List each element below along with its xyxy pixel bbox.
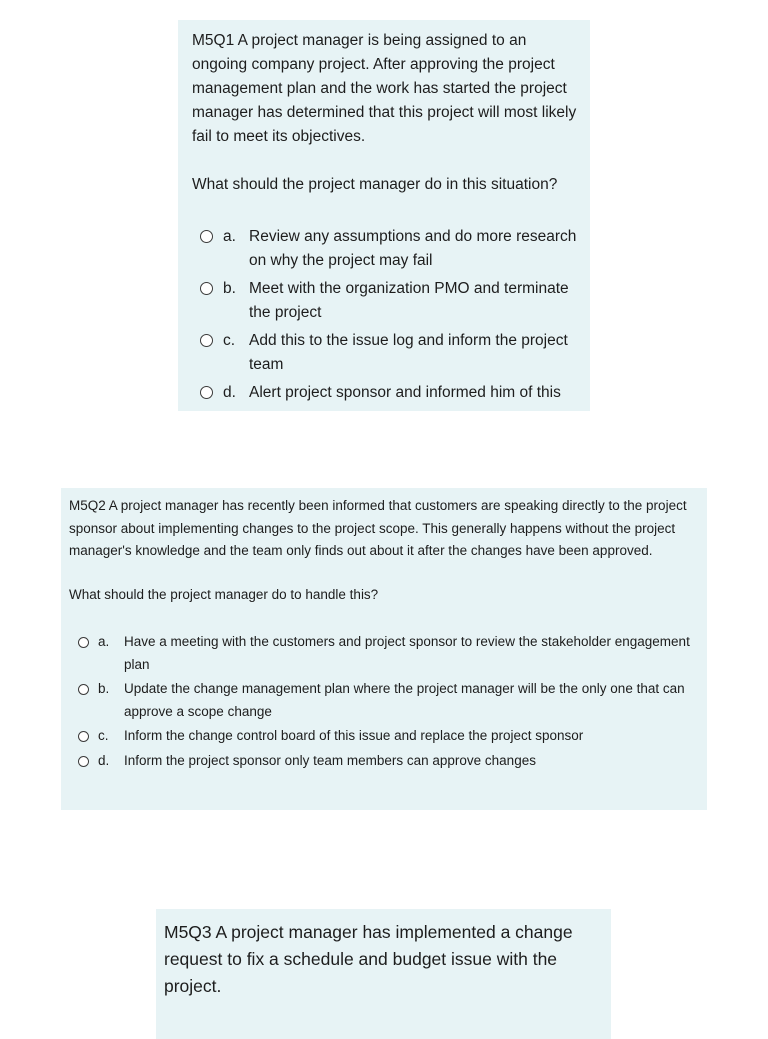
option-text: Alert project sponsor and informed him of this — [249, 384, 561, 401]
question-prompt: What should the project manager do in this situation? — [192, 176, 558, 193]
radio-button-b[interactable] — [200, 282, 213, 295]
question-prompt: What should the project manager do to handle this? — [69, 586, 379, 602]
radio-button-a[interactable] — [78, 637, 89, 648]
option-letter: c. — [223, 332, 236, 349]
question-card-m5q3 — [156, 909, 611, 1039]
answer-option-d[interactable] — [200, 381, 580, 405]
radio-button-a[interactable] — [200, 230, 213, 243]
option-letter: b. — [98, 681, 110, 696]
radio-button-d[interactable] — [200, 386, 213, 399]
option-text: Inform the project sponsor only team members can approve changes — [124, 752, 536, 768]
radio-button-b[interactable] — [78, 684, 89, 695]
answer-option-a[interactable] — [200, 225, 580, 273]
answer-option-b[interactable] — [78, 678, 699, 723]
radio-button-c[interactable] — [200, 334, 213, 347]
question-text: M5Q1 A project manager is being assigned to an ongoing company project. After approving the project management plan and the work has started the project manager has determined that this project will most likely fail to meet its objectives. — [192, 32, 577, 145]
option-letter: a. — [223, 228, 236, 245]
radio-button-d[interactable] — [78, 756, 89, 767]
option-text: Review any assumptions and do more research on why the project may fail — [249, 228, 577, 269]
answer-list — [192, 225, 580, 405]
option-letter: d. — [223, 384, 236, 401]
answer-option-d[interactable] — [78, 750, 699, 773]
option-letter: b. — [223, 280, 236, 297]
answer-option-c[interactable] — [78, 725, 699, 748]
option-letter: d. — [98, 752, 110, 768]
option-text: Meet with the organization PMO and terminate the project — [249, 280, 569, 321]
option-letter: c. — [98, 728, 109, 743]
option-text: Add this to the issue log and inform the project team — [249, 332, 568, 373]
option-text: Inform the change control board of this issue and replace the project sponsor — [124, 728, 584, 743]
answer-option-a[interactable] — [78, 631, 699, 676]
radio-button-c[interactable] — [78, 731, 89, 742]
answer-list — [69, 631, 699, 772]
option-text: Update the change management plan where the project manager will be the only one that can approve a scope change — [124, 681, 685, 719]
question-text: M5Q2 A project manager has recently been informed that customers are speaking directly to the project sponsor about implementing changes to the project scope. This generally happens without the project manager's knowledge and the team only finds out about it after the changes have been approved. — [69, 498, 687, 558]
answer-option-b[interactable] — [200, 277, 580, 325]
question-card-m5q1 — [178, 20, 590, 411]
answer-option-c[interactable] — [200, 329, 580, 377]
question-card-m5q2 — [61, 488, 707, 810]
option-text: Have a meeting with the customers and project sponsor to review the stakeholder engagement plan — [124, 634, 690, 672]
question-text: M5Q3 A project manager has implemented a change request to fix a schedule and budget issue with the project. — [164, 922, 573, 996]
option-letter: a. — [98, 634, 110, 649]
